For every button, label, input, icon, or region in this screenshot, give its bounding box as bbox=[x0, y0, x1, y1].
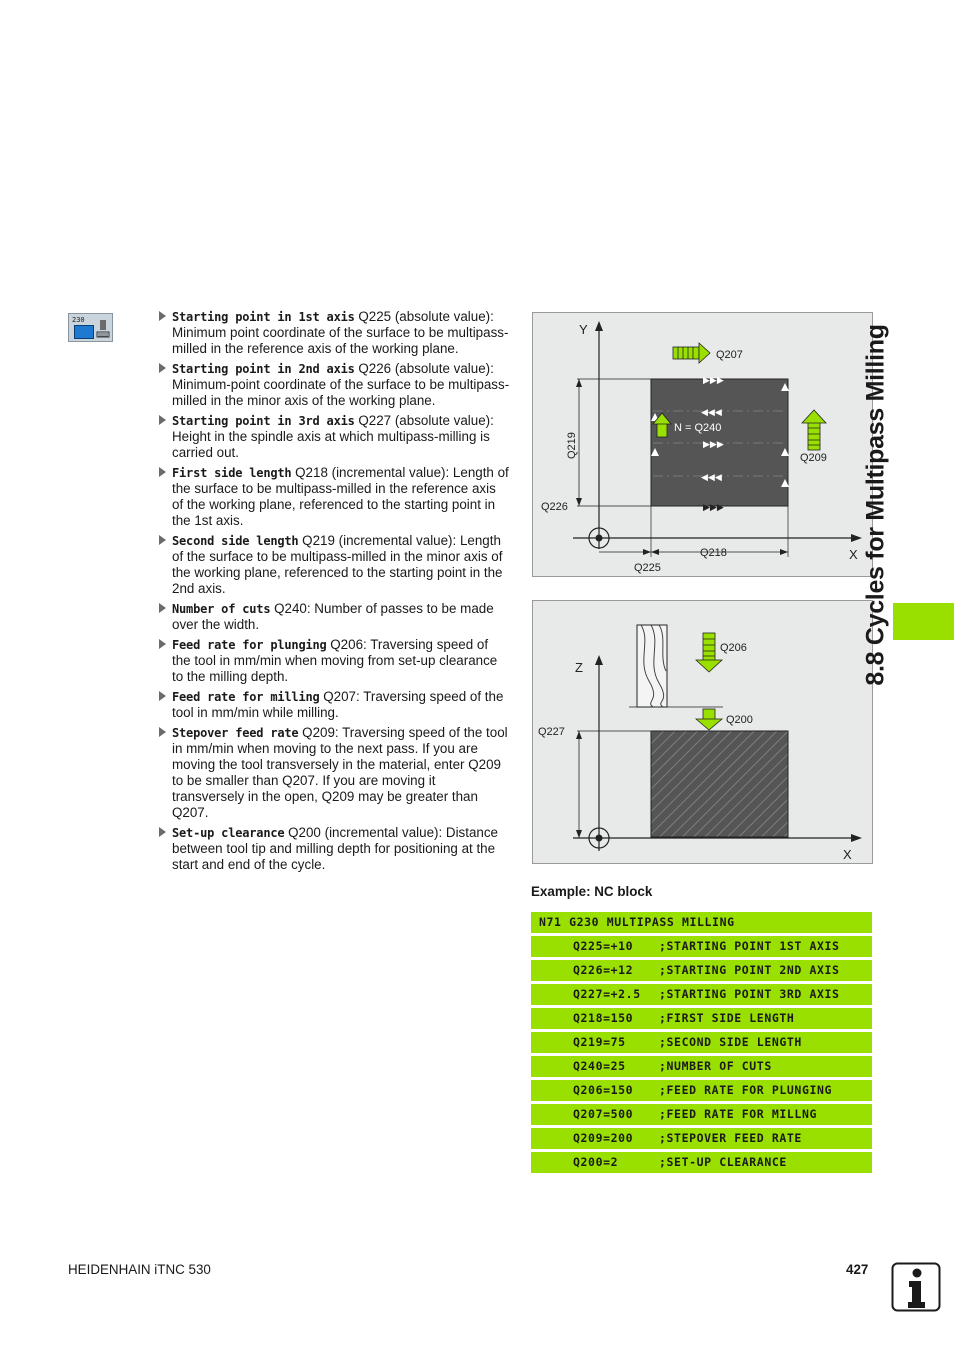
bullet-arrow-icon bbox=[159, 467, 166, 477]
chapter-title-text: 8.8 Cycles for Multipass Milling bbox=[861, 324, 890, 686]
parameter-description: Q206: Traversing speed of the tool in mm/min when moving from set-up clearance to the milling depth. bbox=[172, 637, 498, 684]
bullet-arrow-icon bbox=[159, 535, 166, 545]
xz-plane-diagram bbox=[532, 600, 873, 864]
parameter-description: Q226 (absolute value): Minimum-point coordinate of the surface to be multipass-milled in the minor axis of the working plane. bbox=[172, 361, 510, 408]
q226-label: Q226 bbox=[541, 501, 568, 513]
svg-text:▶▶▶: ▶▶▶ bbox=[703, 439, 724, 449]
z-axis-label: Z bbox=[575, 660, 583, 675]
nc-parameter-value: Q219=75 bbox=[573, 1035, 626, 1049]
svg-text:▶▶▶: ▶▶▶ bbox=[703, 502, 724, 512]
nc-comment: ;SET-UP CLEARANCE bbox=[659, 1155, 787, 1169]
y-axis-label: Y bbox=[579, 322, 588, 337]
x-axis-arrowhead bbox=[851, 834, 862, 842]
parameter-description: Q219 (incremental value): Length of the surface to be multipass-milled in the minor axis of the working plane, referenced to the starting point in the 2nd axis. bbox=[172, 533, 503, 596]
parameter-description: Q200 (incremental value): Distance between tool tip and milling depth for positioning at the start and end of the cycle. bbox=[172, 825, 499, 872]
svg-text:◀◀◀: ◀◀◀ bbox=[701, 407, 722, 417]
parameter-key: Second side length bbox=[172, 534, 299, 548]
q206-plunge-arrow bbox=[696, 633, 722, 672]
x-axis-label: X bbox=[849, 547, 858, 562]
parameter-item bbox=[158, 725, 510, 821]
nc-comment: ;FIRST SIDE LENGTH bbox=[659, 1011, 795, 1025]
parameter-key: Feed rate for milling bbox=[172, 690, 320, 704]
parameter-item bbox=[158, 361, 510, 409]
q225-label: Q225 bbox=[634, 562, 661, 574]
parameter-item bbox=[158, 637, 510, 685]
workpiece bbox=[651, 731, 788, 837]
nc-comment: ;STEPOVER FEED RATE bbox=[659, 1131, 802, 1145]
parameter-item bbox=[158, 825, 510, 873]
q209-label: Q209 bbox=[800, 452, 827, 464]
bullet-arrow-icon bbox=[159, 415, 166, 425]
parameter-key: Starting point in 2nd axis bbox=[172, 362, 355, 376]
nc-comment: ;STARTING POINT 2ND AXIS bbox=[659, 963, 840, 977]
nc-parameter-value: Q226=+12 bbox=[573, 963, 634, 977]
parameter-key: Feed rate for plunging bbox=[172, 638, 327, 652]
nc-parameter-value: Q218=150 bbox=[573, 1011, 634, 1025]
parameter-description: Q240: Number of passes to be made over the width. bbox=[172, 601, 494, 632]
nc-parameter-value: Q227=+2.5 bbox=[573, 987, 641, 1001]
parameter-key: Stepover feed rate bbox=[172, 726, 299, 740]
parameter-list bbox=[158, 309, 510, 877]
q209-stepover-feed-arrow bbox=[802, 410, 826, 450]
nc-block-head: N71 G230 MULTIPASS MILLING bbox=[531, 912, 872, 933]
nc-comment: ;SECOND SIDE LENGTH bbox=[659, 1035, 802, 1049]
parameter-description: Q218 (incremental value): Length of the surface to be multipass-milled in the reference axis of the working plane, referenced to the starting point in the 1st axis. bbox=[172, 465, 509, 528]
nc-line bbox=[531, 1152, 872, 1173]
parameter-description: Q207: Traversing speed of the tool in mm/min while milling. bbox=[172, 689, 504, 720]
parameter-item bbox=[158, 413, 510, 461]
nc-line bbox=[531, 1104, 872, 1125]
parameter-item bbox=[158, 689, 510, 721]
footer-product: HEIDENHAIN iTNC 530 bbox=[68, 1262, 211, 1277]
nc-parameter-value: Q225=+10 bbox=[573, 939, 634, 953]
end-mill-tool bbox=[637, 625, 667, 707]
nc-line bbox=[531, 936, 872, 957]
parameter-item bbox=[158, 309, 510, 357]
parameter-key: Starting point in 3rd axis bbox=[172, 414, 355, 428]
parameter-description: Q209: Traversing speed of the tool in mm/min when moving to the next pass. If you are moving the tool transversely in the material, enter Q209 to be smaller than Q207. If you are moving it transversely in the open, Q209 may be greater than Q207. bbox=[172, 725, 508, 820]
nc-comment: ;STARTING POINT 3RD AXIS bbox=[659, 987, 840, 1001]
example-title: Example: NC block bbox=[531, 884, 653, 899]
bullet-arrow-icon bbox=[159, 639, 166, 649]
xy-plane-diagram bbox=[532, 312, 873, 577]
q200-label: Q200 bbox=[726, 714, 753, 726]
q219-label: Q219 bbox=[566, 432, 578, 459]
parameter-key: Number of cuts bbox=[172, 602, 271, 616]
surface-icon bbox=[74, 325, 94, 339]
parameter-key: Set-up clearance bbox=[172, 826, 285, 840]
info-icon bbox=[891, 1262, 941, 1312]
q207-feed-arrow bbox=[673, 343, 710, 363]
nc-block bbox=[531, 912, 872, 1176]
bullet-arrow-icon bbox=[159, 727, 166, 737]
nc-parameter-value: Q209=200 bbox=[573, 1131, 634, 1145]
bullet-arrow-icon bbox=[159, 691, 166, 701]
page-number: 427 bbox=[846, 1262, 869, 1277]
parameter-item bbox=[158, 465, 510, 529]
nc-line bbox=[531, 984, 872, 1005]
svg-text:◀◀◀: ◀◀◀ bbox=[701, 472, 722, 482]
q218-label: Q218 bbox=[700, 547, 727, 559]
q206-label: Q206 bbox=[720, 642, 747, 654]
nc-line bbox=[531, 1032, 872, 1053]
q207-label: Q207 bbox=[716, 349, 743, 361]
parameter-item bbox=[158, 601, 510, 633]
bullet-arrow-icon bbox=[159, 363, 166, 373]
q240-label: N = Q240 bbox=[674, 422, 722, 434]
bullet-arrow-icon bbox=[159, 311, 166, 321]
cycle-number: 230 bbox=[72, 316, 85, 324]
nc-line bbox=[531, 1080, 872, 1101]
x-axis-label: X bbox=[843, 847, 852, 862]
parameter-key: Starting point in 1st axis bbox=[172, 310, 355, 324]
parameter-key: First side length bbox=[172, 466, 292, 480]
q200-clearance-arrow bbox=[696, 709, 722, 730]
nc-line bbox=[531, 1128, 872, 1149]
nc-line bbox=[531, 1056, 872, 1077]
svg-text:▶▶▶: ▶▶▶ bbox=[703, 375, 724, 385]
nc-line bbox=[531, 1008, 872, 1029]
nc-parameter-value: Q200=2 bbox=[573, 1155, 619, 1169]
cycle-230-softkey-icon bbox=[68, 313, 113, 342]
nc-comment: ;FEED RATE FOR PLUNGING bbox=[659, 1083, 833, 1097]
nc-comment: ;STARTING POINT 1ST AXIS bbox=[659, 939, 840, 953]
x-axis-arrowhead bbox=[851, 534, 862, 542]
nc-parameter-value: Q240=25 bbox=[573, 1059, 626, 1073]
parameter-item bbox=[158, 533, 510, 597]
nc-comment: ;FEED RATE FOR MILLNG bbox=[659, 1107, 817, 1121]
nc-line bbox=[531, 960, 872, 981]
bullet-arrow-icon bbox=[159, 827, 166, 837]
y-axis-arrowhead bbox=[595, 321, 603, 331]
bullet-arrow-icon bbox=[159, 603, 166, 613]
milling-tool-icon bbox=[96, 320, 110, 338]
parameter-description: Q225 (absolute value): Minimum point coordinate of the surface to be multipass-milled in the reference axis of the working plane. bbox=[172, 309, 509, 356]
z-axis-arrowhead bbox=[595, 655, 603, 665]
nc-parameter-value: Q207=500 bbox=[573, 1107, 634, 1121]
nc-comment: ;NUMBER OF CUTS bbox=[659, 1059, 772, 1073]
q227-label: Q227 bbox=[538, 726, 565, 738]
parameter-description: Q227 (absolute value): Height in the spindle axis at which multipass-milling is carried out. bbox=[172, 413, 494, 460]
chapter-tab bbox=[893, 603, 954, 640]
nc-parameter-value: Q206=150 bbox=[573, 1083, 634, 1097]
